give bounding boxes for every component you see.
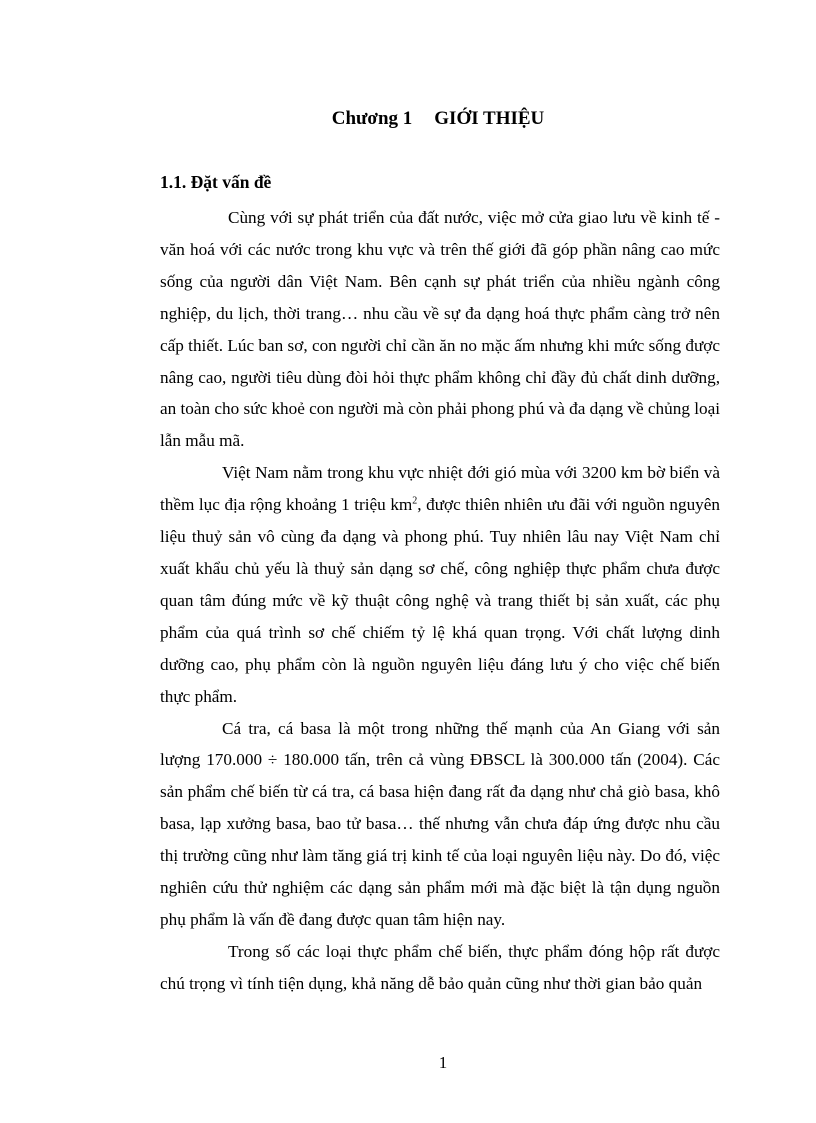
section-heading: 1.1. Đặt vấn đề: [160, 172, 272, 192]
paragraph-2-end: , được thiên nhiên ưu đãi với nguồn nguyên liệu thuỷ sản vô cùng đa dạng và phong phú. Tuy nhiên lâu nay Việt Nam chỉ xuất khẩu chủ yếu là thuỷ sản dạng sơ chế, công nghiệp thực phẩm chưa được quan tâm đúng mức về kỹ thuật công nghệ và trang thiết bị sản xuất, các phụ phẩm của quá trình sơ chế chiếm tỷ lệ khá quan trọng. Với chất lượng dinh dưỡng cao, phụ phẩm còn là nguồn nguyên liệu đáng lưu ý cho việc chế biến thực phẩm.: [160, 495, 720, 706]
chapter-name: GIỚI THIỆU: [434, 108, 545, 129]
chapter-title: [0, 108, 816, 130]
chapter-number: Chương 1: [331, 108, 413, 129]
paragraph-1: Cùng với sự phát triển của đất nước, việc mở cửa giao lưu về kinh tế - văn hoá với các nước trong khu vực và trên thế giới đã góp phần nâng cao mức sống của người dân Việt Nam. Bên cạnh sự phát triển của nhiều ngành công nghiệp, du lịch, thời trang… nhu cầu về sự đa dạng hoá thực phẩm càng trở nên cấp thiết. Lúc ban sơ, con người chỉ cần ăn no mặc ấm nhưng khi mức sống được nâng cao, người tiêu dùng đòi hỏi thực phẩm không chỉ đầy đủ chất dinh dưỡng, an toàn cho sức khoẻ con người mà còn phải phong phú và đa dạng về chủng loại lẫn mẫu mã.: [160, 208, 720, 451]
paragraph-2-start: Việt Nam nằm trong khu vực nhiệt đới gió mùa với 3200 km bờ biển và thềm lục địa rộng khoảng 1 triệu km: [160, 463, 720, 515]
paragraph-2: [160, 457, 720, 712]
superscript-2: 2: [412, 495, 418, 507]
paragraph-4: Trong số các loại thực phẩm chế biến, thực phẩm đóng hộp rất được chú trọng vì tính tiện dụng, khả năng dễ bảo quản cũng như thời gian bảo quản: [160, 941, 720, 993]
page-number: 1: [438, 1053, 448, 1072]
body-text: [160, 202, 720, 1000]
paragraph-3: Cá tra, cá basa là một trong những thế mạnh của An Giang với sản lượng 170.000 ÷ 180.000 tấn, trên cả vùng ĐBSCL là 300.000 tấn (2004). Các sản phẩm chế biến từ cá tra, cá basa hiện đang rất đa dạng như chả giò basa, khô basa, lạp xưởng basa, bao tử basa… thế nhưng vẫn chưa đáp ứng được nhu cầu thị trường cũng như làm tăng giá trị kinh tế của loại nguyên liệu này. Do đó, việc nghiên cứu thử nghiệm các dạng sản phẩm mới mà đặc biệt là tận dụng nguồn phụ phẩm là vấn đề đang được quan tâm hiện nay.: [160, 718, 720, 929]
